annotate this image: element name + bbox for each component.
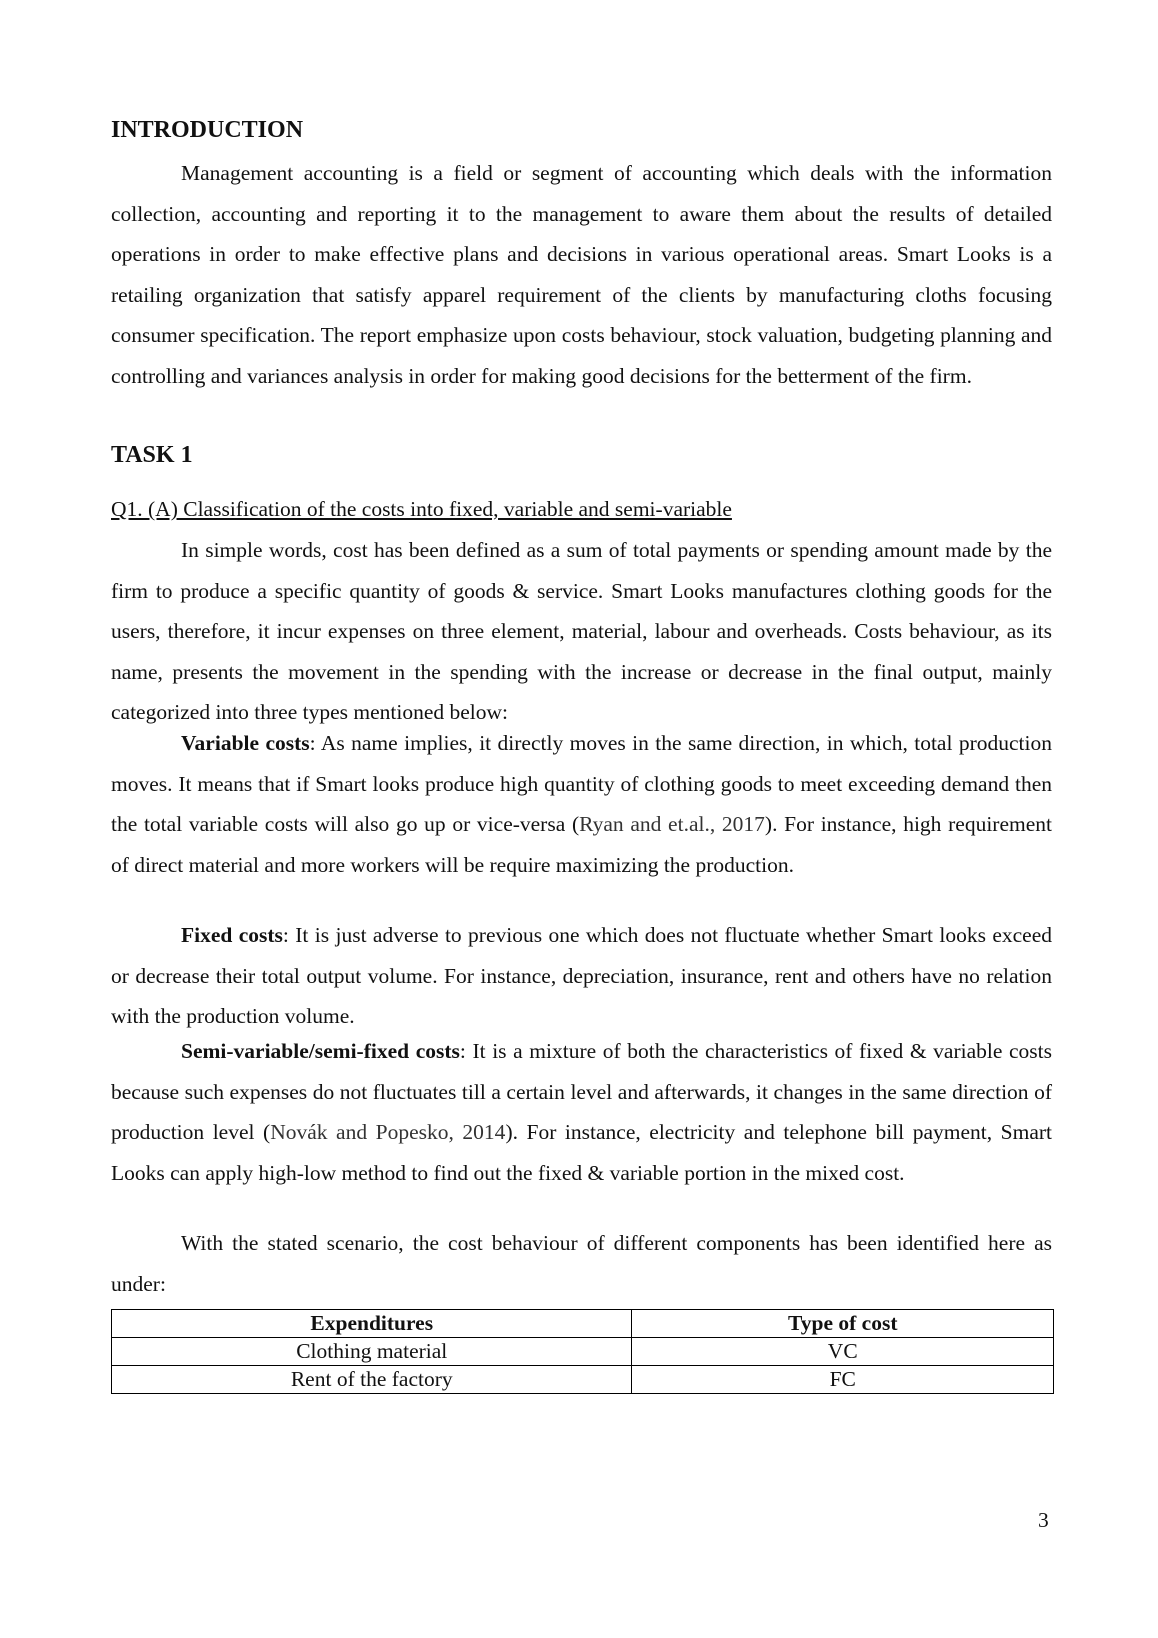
semi-variable-costs-paragraph xyxy=(111,1031,1052,1193)
citation-novak: Novák and Popesko, 2014 xyxy=(270,1120,506,1144)
table-cell-expenditure: Rent of the factory xyxy=(112,1366,632,1394)
citation-ryan: Ryan and et.al., 2017 xyxy=(579,812,765,836)
semi-variable-costs-text: : It is a mixture of both the characteristics of fixed & variable costs because such expenses do not fluctuates till a certain level and afterwards, it changes in the same direction of production level ( xyxy=(111,1039,1052,1144)
variable-costs-text-end: ). For instance, high requirement of direct material and more workers will be require maximizing the production. xyxy=(111,812,1052,877)
page-number: 3 xyxy=(1038,1508,1049,1532)
table-header-expenditures: Expenditures xyxy=(112,1310,632,1338)
task1-heading: TASK 1 xyxy=(111,442,193,468)
question-title: Q1. (A) Classification of the costs into fixed, variable and semi-variable xyxy=(111,497,732,521)
introduction-paragraph: Management accounting is a field or segment of accounting which deals with the information collection, accounting and reporting it to the management to aware them about the results of detailed operations in order to make effective plans and decisions in various operational areas. Smart Looks is a retailing organization that satisfy apparel requirement of the clients by manufacturing cloths focusing consumer specification. The report emphasize upon costs behaviour, stock valuation, budgeting planning and controlling and variances analysis in order for making good decisions for the betterment of the firm. xyxy=(111,161,1052,388)
variable-costs-term: Variable costs xyxy=(181,731,310,755)
semi-variable-costs-text-end: ). For instance, electricity and telephone bill payment, Smart Looks can apply high-low method to find out the fixed & variable portion in the mixed cost. xyxy=(111,1120,1053,1185)
closing-paragraph: With the stated scenario, the cost behaviour of different components has been identified here as under: xyxy=(111,1231,1052,1296)
fixed-costs-term: Fixed costs xyxy=(181,923,283,947)
table-cell-type: VC xyxy=(632,1338,1054,1366)
cost-behaviour-table xyxy=(111,1309,1054,1394)
semi-variable-costs-term: Semi-variable/semi-fixed costs xyxy=(181,1039,460,1063)
table-header-type-of-cost: Type of cost xyxy=(632,1310,1054,1338)
introduction-heading: INTRODUCTION xyxy=(111,117,304,143)
table-row xyxy=(112,1366,1054,1394)
table-cell-expenditure: Clothing material xyxy=(112,1338,632,1366)
variable-costs-paragraph xyxy=(111,723,1052,885)
variable-costs-text: : As name implies, it directly moves in the same direction, in which, total production moves. It means that if Smart looks produce high quantity of clothing goods to meet exceeding demand then the total variable costs will also go up or vice-versa ( xyxy=(111,731,1052,836)
fixed-costs-paragraph xyxy=(111,915,1052,1037)
table-header-row xyxy=(112,1310,1054,1338)
table-cell-type: FC xyxy=(632,1366,1054,1394)
cost-definition-paragraph: In simple words, cost has been defined as a sum of total payments or spending amount made by the firm to produce a specific quantity of goods & service. Smart Looks manufactures clothing goods for the users, therefore, it incur expenses on three element, material, labour and overheads. Costs behaviour, as its name, presents the movement in the spending with the increase or decrease in the final output, mainly categorized into three types mentioned below: xyxy=(111,538,1052,724)
fixed-costs-text: : It is just adverse to previous one which does not fluctuate whether Smart looks exceed or decrease their total output volume. For instance, depreciation, insurance, rent and others have no relation with the production volume. xyxy=(111,923,1052,1028)
table-row xyxy=(112,1338,1054,1366)
